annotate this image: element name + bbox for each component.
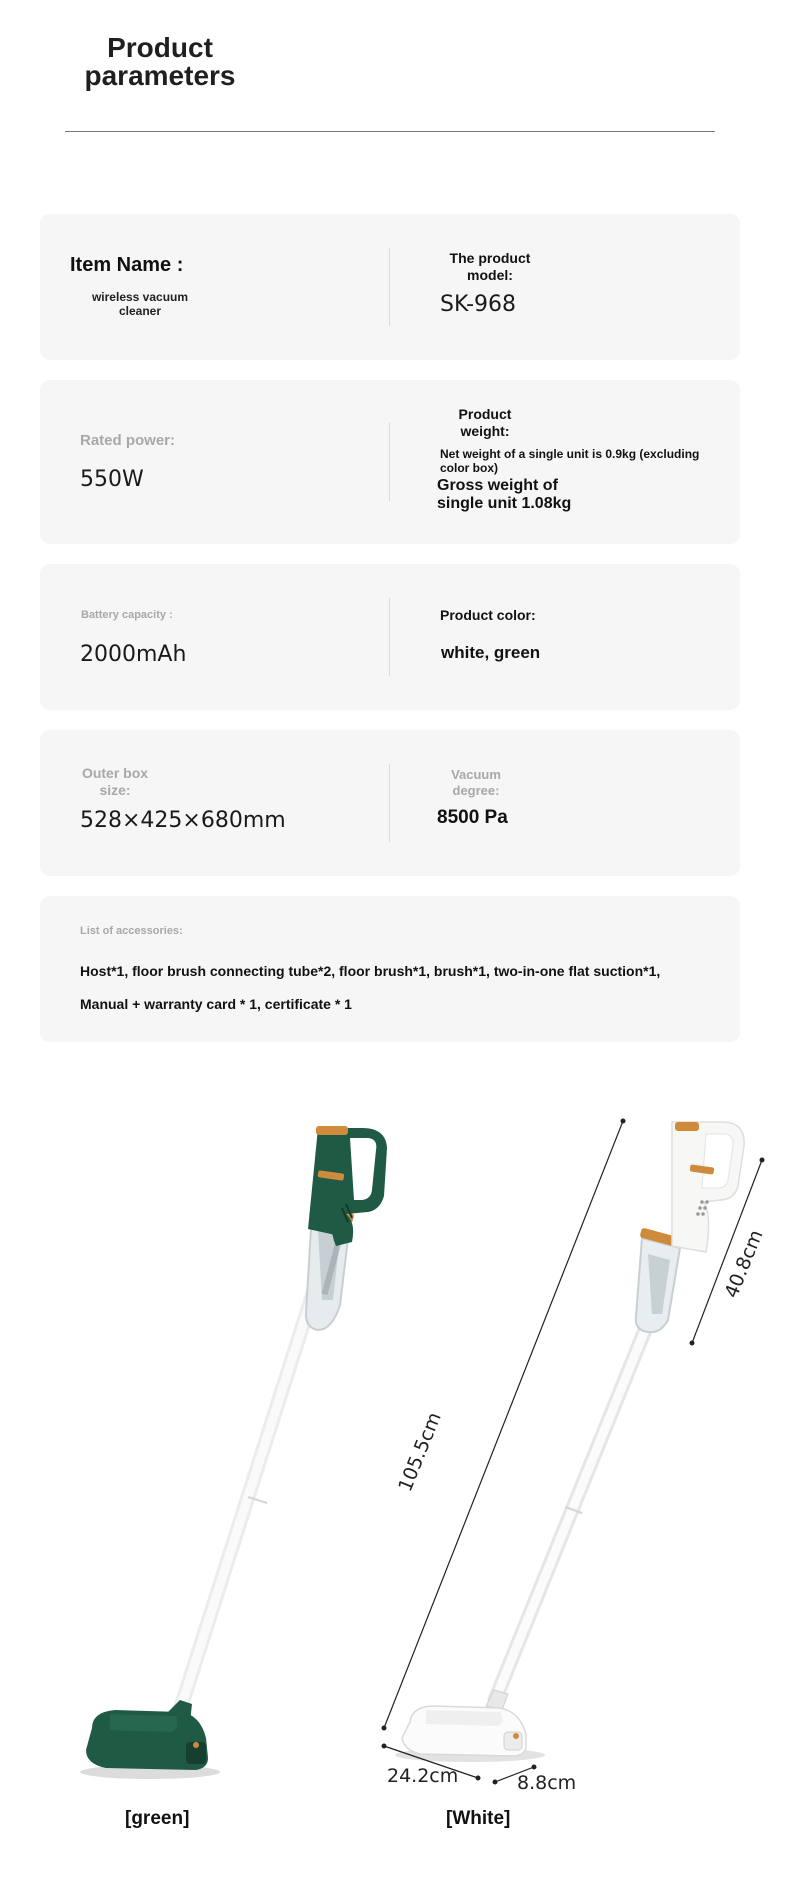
vacuum-value: 8500 Pa [437, 807, 508, 828]
outer-box-label-line2: size: [99, 781, 131, 798]
item-name-value-line2: cleaner [118, 304, 162, 319]
product-color-label: Product color: [440, 607, 536, 623]
card-divider [389, 764, 390, 842]
card-item-name-model [40, 214, 740, 360]
battery-label: Battery capacity : [81, 609, 173, 621]
model-value: SK-968 [440, 292, 517, 317]
rated-power-value: 550W [80, 467, 144, 492]
outer-box-value: 528×425×680mm [80, 808, 286, 833]
weight-label-line1: Product [458, 406, 512, 422]
title-divider [65, 131, 715, 132]
card-battery-color [40, 564, 740, 710]
weight-label [445, 406, 525, 440]
caption-green: [green] [125, 1808, 190, 1829]
product-color-value: white, green [441, 643, 541, 662]
net-weight-line1: Net weight of a single unit is 0.9kg (excluding [440, 447, 700, 461]
net-weight-text [440, 447, 699, 475]
dimension-height-label: 105.5cm [394, 1409, 446, 1495]
model-label [440, 250, 540, 284]
accessories-label: List of accessories: [80, 925, 183, 937]
weight-label-line2: weight: [460, 422, 510, 439]
model-label-line1: The product [449, 250, 531, 266]
accessories-line2: Manual + warranty card * 1, certificate * 1 [80, 996, 352, 1012]
gross-weight-line1: Gross weight of [437, 477, 558, 494]
item-name-value-line1: wireless vacuum [91, 290, 189, 304]
dimension-depth-label: 8.8cm [517, 1772, 577, 1794]
gross-weight-line2: single unit 1.08kg [437, 495, 572, 512]
dimension-body-label: 40.8cm [720, 1226, 768, 1302]
card-divider [389, 423, 390, 501]
dimension-width-label: 24.2cm [387, 1765, 459, 1787]
card-box-vacuum [40, 730, 740, 876]
accessories-line1: Host*1, floor brush connecting tube*2, floor brush*1, brush*1, two-in-one flat suction*1, [80, 963, 661, 979]
card-divider [389, 248, 390, 326]
rated-power-label: Rated power: [80, 432, 176, 449]
outer-box-label [80, 765, 150, 799]
caption-white: [White] [446, 1808, 511, 1829]
item-name-value [80, 290, 200, 319]
white-vacuum-image [395, 1122, 744, 1762]
card-divider [389, 598, 390, 676]
item-name-label: Item Name : [70, 254, 184, 276]
gross-weight-text [437, 477, 571, 513]
vacuum-label-line2: degree: [452, 782, 500, 798]
vacuum-label-line1: Vacuum [451, 767, 501, 782]
net-weight-line2: color box) [440, 461, 499, 475]
green-vacuum-image [80, 1126, 387, 1779]
outer-box-label-line1: Outer box [81, 765, 149, 781]
battery-value: 2000mAh [80, 642, 187, 667]
card-accessories [40, 896, 740, 1042]
page-title [60, 34, 260, 90]
model-label-line2: model: [467, 266, 513, 283]
page-title-line2: parameters [84, 60, 236, 91]
vacuum-label [446, 767, 506, 798]
page-title-line1: Product [107, 32, 213, 63]
card-power-weight [40, 380, 740, 544]
